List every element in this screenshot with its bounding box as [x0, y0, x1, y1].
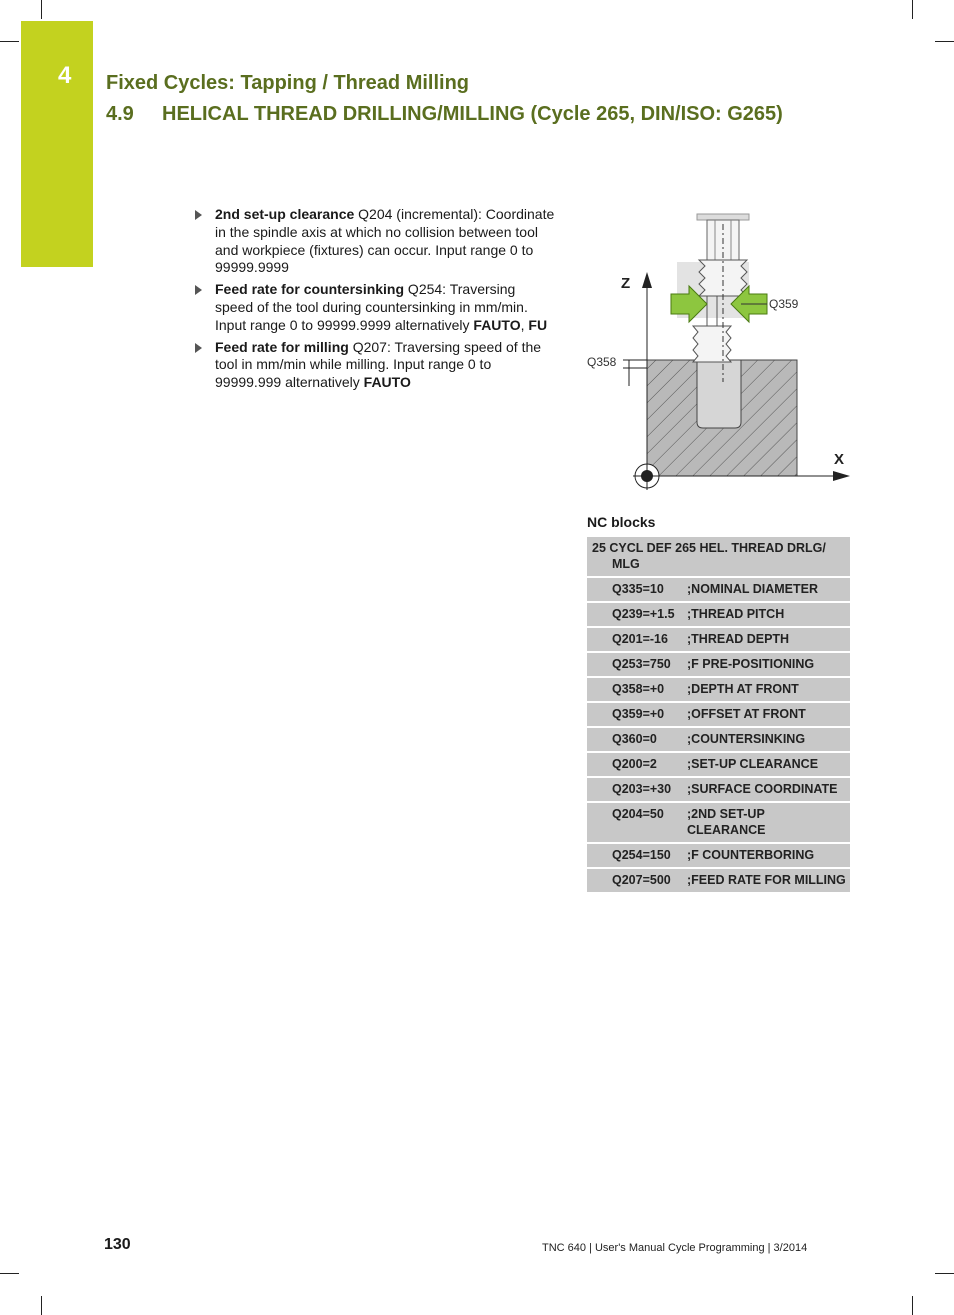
nc-comment: ;FEED RATE FOR MILLING [684, 868, 850, 893]
param-sep: , [520, 316, 529, 333]
param-text: Q207: Traversing speed of the tool in mm/min while milling. Input range 0 to 99999.999 alternatively [215, 338, 542, 391]
section-title: HELICAL THREAD DRILLING/MILLING (Cycle 265, DIN/ISO: G265) [162, 103, 783, 125]
nc-param: Q203=+30 [587, 777, 684, 802]
nc-header-line: MLG [612, 557, 640, 571]
tool-holder [697, 214, 749, 220]
table-row [587, 777, 850, 802]
axis-z-label: Z [621, 275, 631, 292]
nc-comment: ;DEPTH AT FRONT [684, 677, 850, 702]
nc-comment: ;OFFSET AT FRONT [684, 702, 850, 727]
param-text: Q254: Traversing speed of the tool during countersinking in mm/min. Input range 0 to 99999.9999 alternatively [215, 281, 528, 333]
param-term: Feed rate for countersinking [215, 281, 405, 298]
nc-param: Q358=+0 [587, 677, 684, 702]
q359-label: Q359 [769, 297, 799, 311]
q358-label: Q358 [587, 355, 617, 369]
crop-mark [912, 0, 913, 19]
nc-param: Q239=+1.5 [587, 602, 684, 627]
footer-text: TNC 640 | User's Manual Cycle Programming | 3/2014 [542, 1242, 808, 1254]
nc-comment: ;2ND SET-UP CLEARANCE [684, 802, 850, 843]
bullet-arrow-icon [195, 210, 202, 220]
nc-header [587, 537, 850, 577]
section-heading [106, 103, 783, 126]
thread-cutter-lower [693, 326, 731, 362]
nc-comment: ;THREAD PITCH [684, 602, 850, 627]
section-number: 4.9 [106, 103, 134, 125]
param-value: FAUTO [473, 316, 521, 333]
z-axis-arrow-icon [642, 272, 652, 288]
param-term: Feed rate for milling [215, 338, 349, 355]
table-row [587, 702, 850, 727]
nc-param: Q201=-16 [587, 627, 684, 652]
table-row [587, 652, 850, 677]
crop-mark [41, 1296, 42, 1315]
table-row [587, 677, 850, 702]
list-item [195, 206, 555, 277]
thread-hole [697, 360, 741, 428]
nc-comment: ;COUNTERSINKING [684, 727, 850, 752]
list-item [195, 339, 555, 392]
table-row [587, 727, 850, 752]
nc-blocks-title: NC blocks [587, 514, 656, 530]
nc-comment: ;SURFACE COORDINATE [684, 777, 850, 802]
page-number: 130 [104, 1236, 131, 1253]
thread-milling-diagram [585, 210, 853, 500]
crop-mark [935, 41, 954, 42]
nc-blocks-table [587, 537, 850, 894]
nc-comment: ;F COUNTERBORING [684, 843, 850, 868]
nc-param: Q359=+0 [587, 702, 684, 727]
nc-param: Q207=500 [587, 868, 684, 893]
table-row [587, 602, 850, 627]
chapter-number: 4 [58, 62, 72, 89]
table-row [587, 752, 850, 777]
table-row [587, 868, 850, 893]
parameter-list [195, 206, 555, 396]
param-term: 2nd set-up clearance [215, 206, 355, 222]
list-item [195, 281, 555, 334]
table-row [587, 627, 850, 652]
bullet-arrow-icon [195, 285, 202, 295]
nc-param: Q253=750 [587, 652, 684, 677]
crop-mark [935, 1273, 954, 1274]
nc-comment: ;SET-UP CLEARANCE [684, 752, 850, 777]
crop-mark [0, 41, 19, 42]
nc-param: Q200=2 [587, 752, 684, 777]
nc-param: Q204=50 [587, 802, 684, 843]
chapter-tab [21, 21, 93, 267]
param-value: FU [528, 316, 548, 333]
table-row [587, 537, 850, 577]
table-row [587, 577, 850, 602]
param-text: Q204 (incremental): Coordinate in the spindle axis at which no collision between tool and workpiece (fixtures) can occur. Input range 0 to 99999.9999 [215, 206, 555, 276]
nc-param: Q360=0 [587, 727, 684, 752]
nc-comment: ;THREAD DEPTH [684, 627, 850, 652]
nc-header-line: 25 CYCL DEF 265 HEL. THREAD DRLG/ [592, 541, 826, 555]
axis-x-label: X [834, 451, 845, 468]
nc-comment: ;NOMINAL DIAMETER [684, 577, 850, 602]
table-row [587, 802, 850, 843]
nc-comment: ;F PRE-POSITIONING [684, 652, 850, 677]
crop-mark [912, 1296, 913, 1315]
param-value: FAUTO [363, 374, 411, 391]
bullet-arrow-icon [195, 343, 202, 353]
nc-param: Q254=150 [587, 843, 684, 868]
x-axis-arrow-icon [833, 471, 850, 481]
crop-mark [0, 1273, 19, 1274]
nc-param: Q335=10 [587, 577, 684, 602]
table-row [587, 843, 850, 868]
crop-mark [41, 0, 42, 19]
chapter-title: Fixed Cycles: Tapping / Thread Milling [106, 72, 470, 94]
